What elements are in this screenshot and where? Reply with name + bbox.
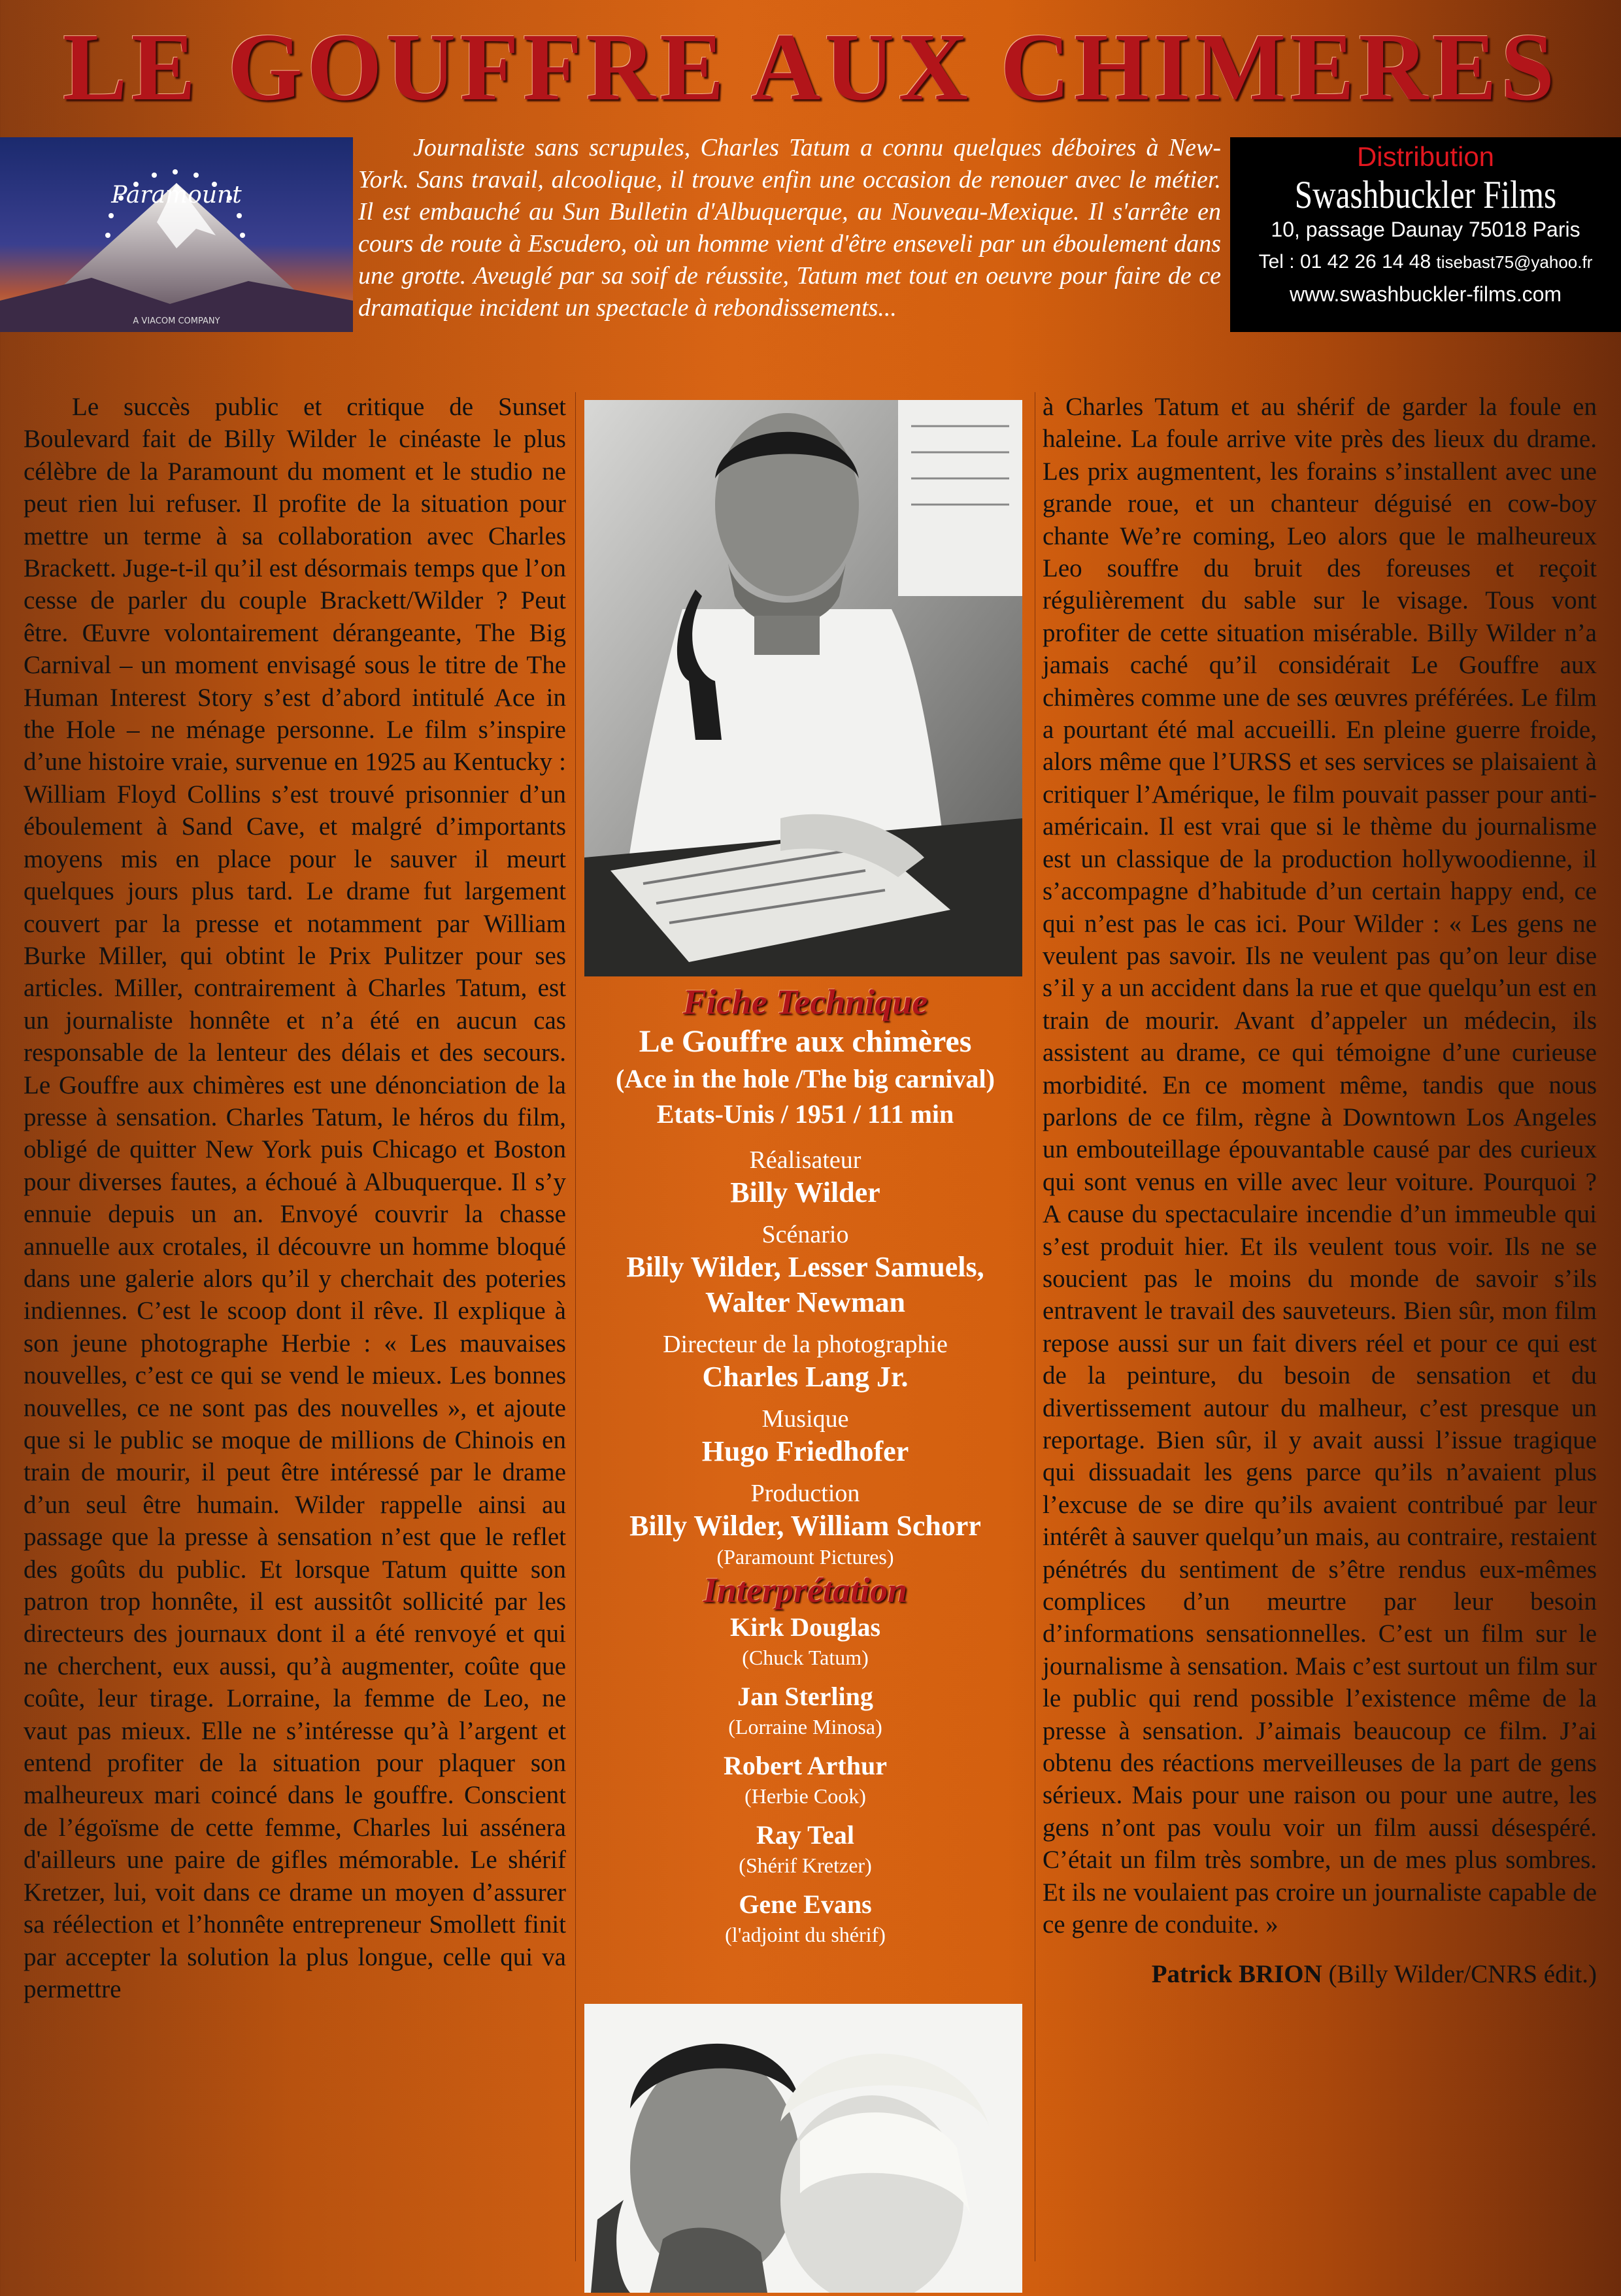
logo-tagline: A VIACOM COMPANY [133, 316, 220, 326]
character-name: (l'adjoint du shérif) [725, 1923, 886, 1946]
cast-item [575, 1888, 1035, 1948]
distribution-tel: Tel : 01 42 26 14 48 [1258, 251, 1431, 273]
logo-brand: Paramount [111, 182, 242, 208]
article-paragraph: à Charles Tatum et au shérif de garder la foule en haleine. La foule arrive vite près des lieux du drame. Les prix augmentent, les forains s’installent avec une grande roue, et un chanteur déguisé en cow-boy chante We’re coming, Leo alors que le malheureux Leo souffre du bruit des foreuses et reçoit régulièrement du sable sur le visage. Tous vont profiter de cette situation misérable. Billy Wilder n’a jamais caché qu’il considérait Le Gouffre aux chimères comme une de ses œuvres préférées. Le film a pourtant été mal accueilli. En pleine guerre froide, alors même que l’URSS et ses services se plaisaient à critiquer l’Amérique, le film pouvait passer pour anti-américain. Il est vrai que si le thème du journalisme est un classique de la production hollywoodienne, il s’accompagne d’habitude d’un certain happy end, ce qui n’est pas le cas ici. Pour Wilder : « Les gens ne veulent pas savoir. Ils ne veulent pas qu’on leur dise s’il y a un accident dans la rue et que quelqu’un est en train de mourir. Avant d’appeler un médecin, ils assistent au drame, ce qui témoigne d’une curieuse morbidité. En ce moment même, tandis que nous parlons de ce film, règne à Downtown Los Angeles un embouteillage épouvantable causé par des curieux qui sont venus en ville avec leur voiture. Pourquoi ? A cause du spectaculaire incendie d’un immeuble qui s’est produit hier. Et ils veulent tous voir. Ils ne se soucient pas le moins du monde de savoir s’ils entravent le travail des sauveteurs. Bien sûr, mon film repose aussi sur un fait divers réel et pour ce qui est de la peinture, du besoin de sensation et du divertissement autour du malheur, c’est presque un reportage. Bien sûr, il y avait aussi l’issue tragique qui dissuadait les gens parce qu’ils n’avaient plus l’excuse de se dire qu’ils avaient contribué par leur intérêt à sauver quelqu’un mais, au contraire, restaient pénétrés du sentiment de s’être rendus eux-mêmes complices d’un meurtre par leur besoin d’informations sensationnelles. C’est un film sur le journalisme à sensation. Mais c’est surtout un film sur le public qui rend possible l’existence même de la presse à sensation. J’aimais beaucoup ce film. J’ai obtenu des réactions merveilleuses de la part de gens sérieux. Mais pour une raison ou pour une autre, les gens n’ont pas voulu voir un film aussi désespéré. C’était un film très sombre, un de mes plus sombres. Et ils ne voulaient pas croire un journaliste capable de ce genre de conduite. » [1043, 393, 1597, 1939]
cast-list [575, 1610, 1035, 1948]
actor-name: Jan Sterling [737, 1682, 873, 1711]
music-name: Hugo Friedhofer [701, 1435, 909, 1467]
film-title: Le Gouffre aux chimères [639, 1024, 972, 1059]
page-title: LE GOUFFRE AUX CHIMERES [62, 14, 1559, 121]
article-paragraph: Le succès public et critique de Sunset Boulevard fait de Billy Wilder le cinéaste le plus célèbre de la Paramount du moment et le studio ne peut rien lui refuser. Il profite de la situation pour mettre un terme à sa collaboration avec Charles Brackett. Juge-t-il qu’il est désormais temps que l’on cesse de parler du couple Brackett/Wilder ? Peut être. Œuvre volontairement dérangeante, The Big Carnival – un moment envisagé sous le titre de The Human Interest Story s’est d’abord intitulé Ace in the Hole – ne ménage personne. Le film s’inspire d’une histoire vraie, survenue en 1925 au Kentucky : William Floyd Collins s’est trouvé prisonnier d’un éboulement à Sand Cave, et malgré d’importants moyens mis en place pour le sauver il meurt quelques jours plus tard. Le drame fut largement couvert par la presse et notamment par William Burke Miller, qui obtint le Prix Pulitzer pour ses articles. Miller, contrairement à Charles Tatum, est un journaliste honnête et n’a été en aucun cas responsable de la lenteur des délais et des secours. Le Gouffre aux chimères est une dénonciation de la presse à sensation. Charles Tatum, le héros du film, obligé de quitter New York puis Chicago et Boston pour diverses fautes, a échoué à Albuquerque. Il s’y ennuie depuis un an. Envoyé couvrir la chasse annuelle aux crotales, il découvre un homme bloqué dans une galerie alors qu’il y cherchait des poteries indiennes. C’est le scoop dont il rêve. Il explique à son jeune photographe Herbie : « Les mauvaises nouvelles, c’est ce qui se vend le mieux. Les bonnes nouvelles, ce ne sont pas des nouvelles », et ajoute que si le public se moque de millions de Chinois en train de mourir, il peut être intéressé par le drame d’un seul être humain. Wilder rappelle ainsi au passage que la presse à sensation n’est que le reflet des goûts du public. Et lorsque Tatum quitte son patron trop honnête, il est aussitôt sollicité par les directeurs des journaux dont il a été renvoyé et qui ne cherchent, eux aussi, qu’à augmenter, coûte que coûte, leur tirage. Lorraine, la femme de Leo, ne vaut pas mieux. Elle ne s’intéresse qu’à l’argent et entend profiter de la situation pour plaquer son malheureux mari coincé dans le gouffre. Conscient de l’égoïsme de cette femme, Charles lui assénera d'ailleurs une paire de gifles mémorable. Le shérif Kretzer, lui, voit dans ce drame un moyen d’assurer sa réélection et l’honnête entrepreneur Smollett finit par accepter la solution la plus longue, celle qui va permettre [24, 393, 566, 2003]
film-still-kirk-douglas-phone [584, 400, 1022, 976]
production-label: Production [750, 1480, 860, 1507]
film-info: Etats-Unis / 1951 / 111 min [656, 1099, 954, 1129]
paramount-logo [0, 137, 353, 332]
distribution-heading: Distribution [1356, 141, 1495, 172]
original-title: (Ace in the hole /The big carnival) [616, 1064, 995, 1093]
cast-item [575, 1610, 1035, 1671]
character-name: (Shérif Kretzer) [739, 1854, 872, 1877]
distribution-web: www.swashbuckler-films.com [1289, 282, 1562, 306]
article-column-right [1043, 391, 1597, 1990]
actor-name: Ray Teal [756, 1820, 855, 1850]
cinematography-label: Directeur de la photographie [663, 1331, 948, 1358]
synopsis: Journaliste sans scrupules, Charles Tatum a connu quelques déboires à New-York. Sans travail, alcoolique, il trouve enfin une occasion de renouer avec le métier. Il est embauché au Sun Bulletin d'Albuquerque, au Nouveau-Mexique. Il s'arrête en cours de route à Escudero, où un homme vient d'être enseveli par un éboulement dans une grotte. Aveuglé par sa soif de réussite, Tatum met tout en oeuvre pour faire de ce dramatique incident un spectacle à rebondissements... [358, 134, 1221, 322]
screenplay-label: Scénario [761, 1221, 849, 1248]
distribution-box [1230, 137, 1621, 332]
cast-item [575, 1680, 1035, 1740]
actor-name: Gene Evans [739, 1889, 872, 1919]
cast-item [575, 1749, 1035, 1809]
production-company: (Paramount Pictures) [716, 1545, 894, 1569]
director-label: Réalisateur [749, 1146, 861, 1174]
article-column-left [24, 391, 566, 2005]
cinematography-name: Charles Lang Jr. [702, 1361, 909, 1393]
actor-name: Kirk Douglas [729, 1612, 881, 1642]
character-name: (Chuck Tatum) [742, 1646, 869, 1669]
character-name: (Lorraine Minosa) [728, 1715, 882, 1739]
actor-name: Robert Arthur [724, 1751, 887, 1780]
cast-item [575, 1818, 1035, 1878]
music-label: Musique [761, 1405, 849, 1433]
distribution-company: Swashbuckler Films [1294, 173, 1557, 216]
fiche-heading: Fiche Technique [682, 982, 928, 1022]
distribution-contact [1230, 251, 1621, 273]
author-name: Patrick BRION [1151, 1959, 1322, 1988]
character-name: (Herbie Cook) [744, 1784, 866, 1808]
film-still-douglas-sterling [584, 2004, 1022, 2293]
distribution-address: 10, passage Daunay 75018 Paris [1271, 218, 1580, 241]
interpretation-heading: Interprétation [703, 1571, 908, 1610]
screenplay-names: Billy Wilder, Lesser Samuels, Walter Newman [626, 1251, 984, 1318]
production-names: Billy Wilder, William Schorr [629, 1510, 981, 1542]
technical-sheet [575, 982, 1035, 1948]
signature [1043, 1958, 1597, 1990]
distribution-email: tisebast75@yahoo.fr [1436, 252, 1593, 272]
source-reference: (Billy Wilder/CNRS édit.) [1322, 1959, 1597, 1988]
director-name: Billy Wilder [730, 1176, 880, 1208]
